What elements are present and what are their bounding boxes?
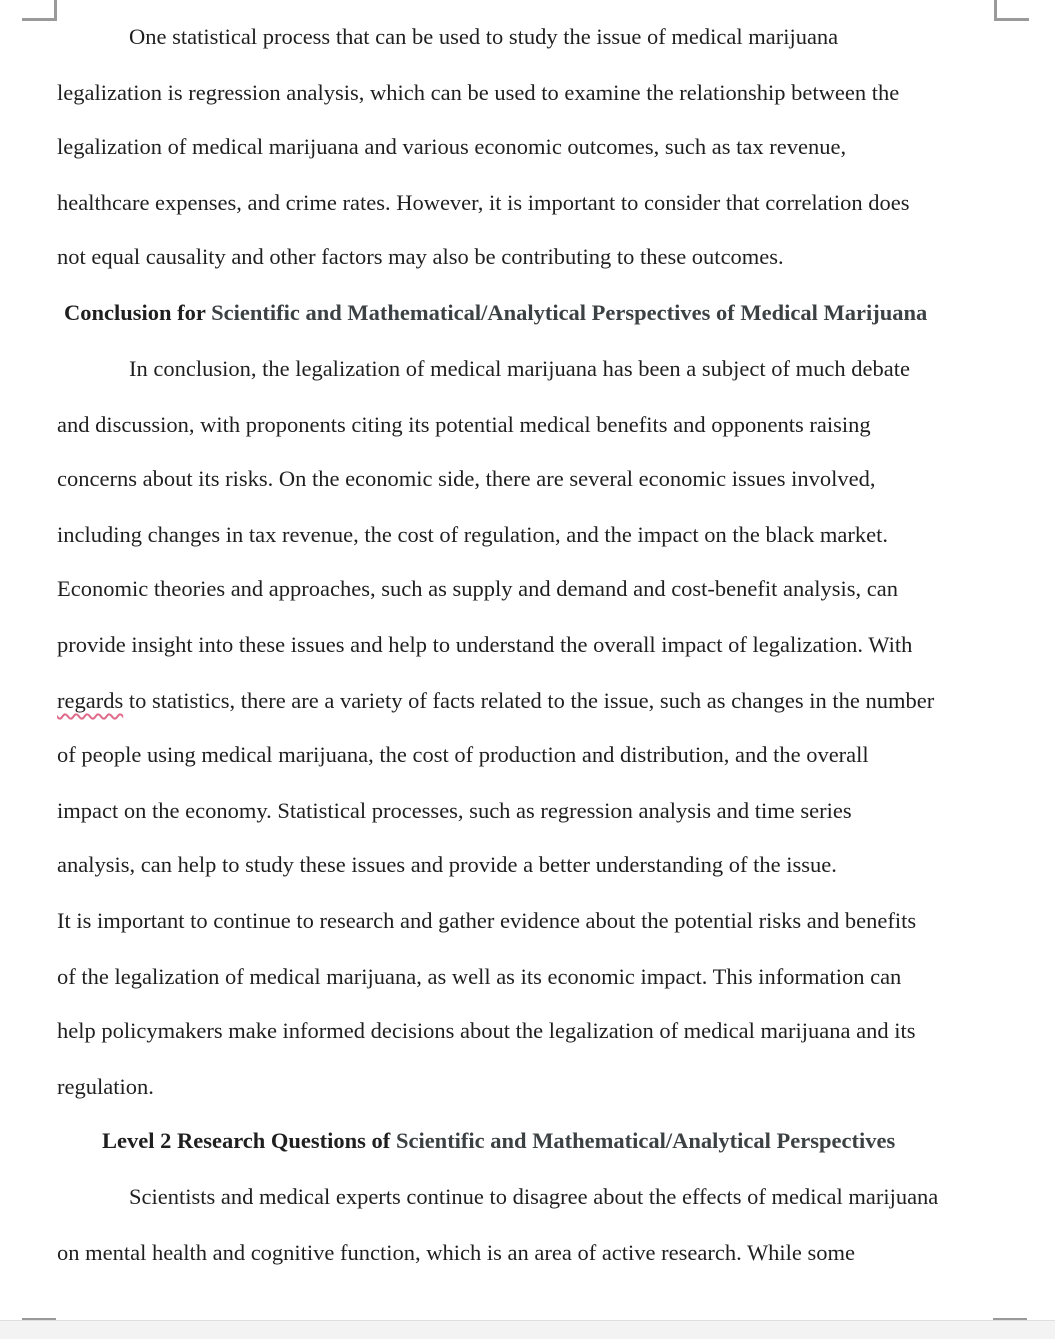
text-line[interactable] — [57, 687, 934, 715]
spellcheck-flagged-word[interactable]: regards — [57, 688, 124, 713]
text-line[interactable]: including changes in tax revenue, the cost of regulation, and the impact on the black market. — [57, 522, 888, 547]
text-line[interactable]: concerns about its risks. On the economic side, there are several economic issues involved, — [57, 466, 876, 491]
text-line[interactable]: regulation. — [57, 1074, 154, 1099]
heading-prefix: Level 2 Research Questions of — [102, 1128, 396, 1153]
crop-mark-bottom-right — [993, 1318, 1027, 1320]
text-line[interactable]: legalization is regression analysis, which can be used to examine the relationship between the — [57, 80, 900, 105]
text-line[interactable]: Scientists and medical experts continue to disagree about the effects of medical marijuana — [129, 1184, 939, 1209]
crop-mark-bottom-left — [22, 1318, 56, 1320]
text-line[interactable]: One statistical process that can be used to study the issue of medical marijuana — [129, 24, 839, 49]
text-line[interactable]: healthcare expenses, and crime rates. However, it is important to consider that correlation does — [57, 190, 910, 215]
text-line[interactable]: It is important to continue to research and gather evidence about the potential risks and benefits — [57, 908, 917, 933]
crop-mark-top-left — [22, 0, 57, 21]
heading-topic: Scientific and Mathematical/Analytical Perspectives of Medical Marijuana — [211, 300, 928, 325]
page-gap — [0, 1320, 1055, 1339]
text-line[interactable]: In conclusion, the legalization of medical marijuana has been a subject of much debate — [129, 356, 910, 381]
text-line[interactable]: provide insight into these issues and help to understand the overall impact of legalization. With — [57, 632, 913, 657]
text-line[interactable]: impact on the economy. Statistical processes, such as regression analysis and time series — [57, 798, 852, 823]
crop-mark-top-right — [994, 0, 1029, 21]
text-line[interactable]: of the legalization of medical marijuana, as well as its economic impact. This information can — [57, 964, 902, 989]
heading-prefix: Conclusion for — [64, 300, 212, 325]
text-line[interactable]: analysis, can help to study these issues and provide a better understanding of the issue. — [57, 852, 837, 877]
heading-topic: Scientific and Mathematical/Analytical Perspectives — [395, 1128, 896, 1153]
section-heading-conclusion[interactable] — [64, 299, 927, 327]
section-heading-research-questions[interactable] — [102, 1127, 895, 1155]
text-line[interactable]: legalization of medical marijuana and various economic outcomes, such as tax revenue, — [57, 134, 847, 159]
text-line[interactable]: not equal causality and other factors may also be contributing to these outcomes. — [57, 244, 784, 269]
text-line[interactable]: on mental health and cognitive function, which is an area of active research. While some — [57, 1240, 856, 1265]
text-line[interactable]: Economic theories and approaches, such as supply and demand and cost-benefit analysis, can — [57, 576, 898, 601]
text-line[interactable]: and discussion, with proponents citing its potential medical benefits and opponents raising — [57, 412, 871, 437]
text-line-rest: to statistics, there are a variety of facts related to the issue, such as changes in the number — [123, 688, 935, 713]
text-line[interactable]: of people using medical marijuana, the cost of production and distribution, and the overall — [57, 742, 869, 767]
text-line[interactable]: help policymakers make informed decisions about the legalization of medical marijuana and its — [57, 1018, 916, 1043]
